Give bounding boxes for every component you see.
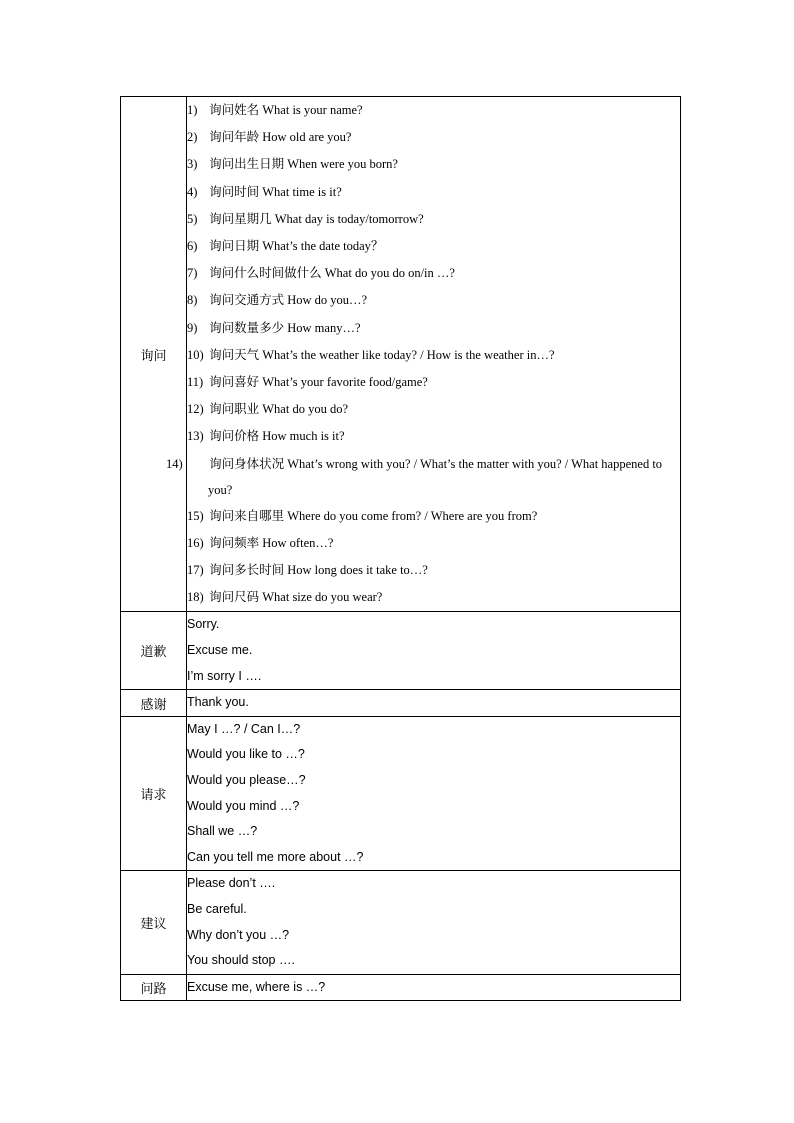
list-item: Would you like to …? (187, 747, 305, 762)
content-cell (187, 612, 681, 690)
list-item: 8) 询问交通方式 How do you…? (187, 293, 368, 308)
category-cell: 感谢 (121, 690, 187, 717)
table-row (121, 690, 681, 717)
list-item: Excuse me. (187, 643, 253, 658)
list-item: 9) 询问数量多少 How many…? (187, 320, 361, 335)
list-item: 16) 询问频率 How often…? (187, 535, 334, 550)
list-item: 1) 询问姓名 What is your name? (187, 103, 363, 117)
content-cell (187, 690, 681, 717)
table-row (121, 716, 681, 871)
list-item: Shall we …? (187, 824, 258, 839)
list-item: 18) 询问尺码 What size do you wear? (187, 590, 383, 605)
list-item: Sorry. (187, 617, 220, 632)
list-item: Be careful. (187, 901, 247, 916)
list-item: 3) 询问出生日期 When were you born? (187, 157, 398, 172)
category-cell: 问路 (121, 974, 187, 1001)
content-cell (187, 716, 681, 871)
category-cell: 请求 (121, 716, 187, 871)
category-cell: 询问 (121, 97, 187, 612)
list-item: 12) 询问职业 What do you do? (187, 402, 348, 417)
table-row (121, 97, 681, 612)
list-item: 5) 询问星期几 What day is today/tomorrow? (187, 211, 424, 226)
list-item: Can you tell me more about …? (187, 849, 364, 864)
content-cell (166, 97, 681, 612)
list-item: 17) 询问多长时间 How long does it take to…? (187, 563, 428, 578)
list-item: Would you please…? (187, 773, 306, 788)
list-item: 10) 询问天气 What’s the weather like today? / How is the weather in…? (187, 347, 555, 362)
list-item: I’m sorry I …. (187, 668, 262, 683)
table-row (121, 871, 681, 974)
list-item: Please don’t …. (187, 876, 276, 891)
category-cell: 道歉 (121, 612, 187, 690)
table-row (121, 974, 681, 1001)
list-item: 13) 询问价格 How much is it? (187, 429, 345, 444)
category-cell: 建议 (121, 871, 187, 974)
list-item: May I …? / Can I…? (187, 721, 301, 736)
list-item: 2) 询问年龄 How old are you? (187, 130, 352, 145)
content-cell (187, 871, 681, 974)
list-item: 11) 询问喜好 What’s your favorite food/game? (187, 375, 428, 390)
list-item: 15) 询问来自哪里 Where do you come from? / Where are you from? (187, 508, 538, 523)
list-item: 6) 询问日期 What’s the date today？ (187, 239, 384, 254)
list-item: Excuse me, where is …? (187, 979, 326, 994)
list-item: 4) 询问时间 What time is it? (187, 184, 342, 199)
list-item: 7) 询问什么时间做什么 What do you do on/in …? (187, 266, 455, 281)
list-item: Thank you. (187, 695, 249, 710)
list-item: Why don’t you …? (187, 927, 290, 942)
list-item: You should stop …. (187, 953, 295, 968)
table-row (121, 612, 681, 690)
content-cell (187, 974, 681, 1001)
list-item: Would you mind …? (187, 798, 300, 813)
phrases-table (120, 96, 681, 1001)
list-item: 14) 询问身体状况 What’s wrong with you? / What’s the matter with you? / What happened to you? (166, 456, 663, 497)
